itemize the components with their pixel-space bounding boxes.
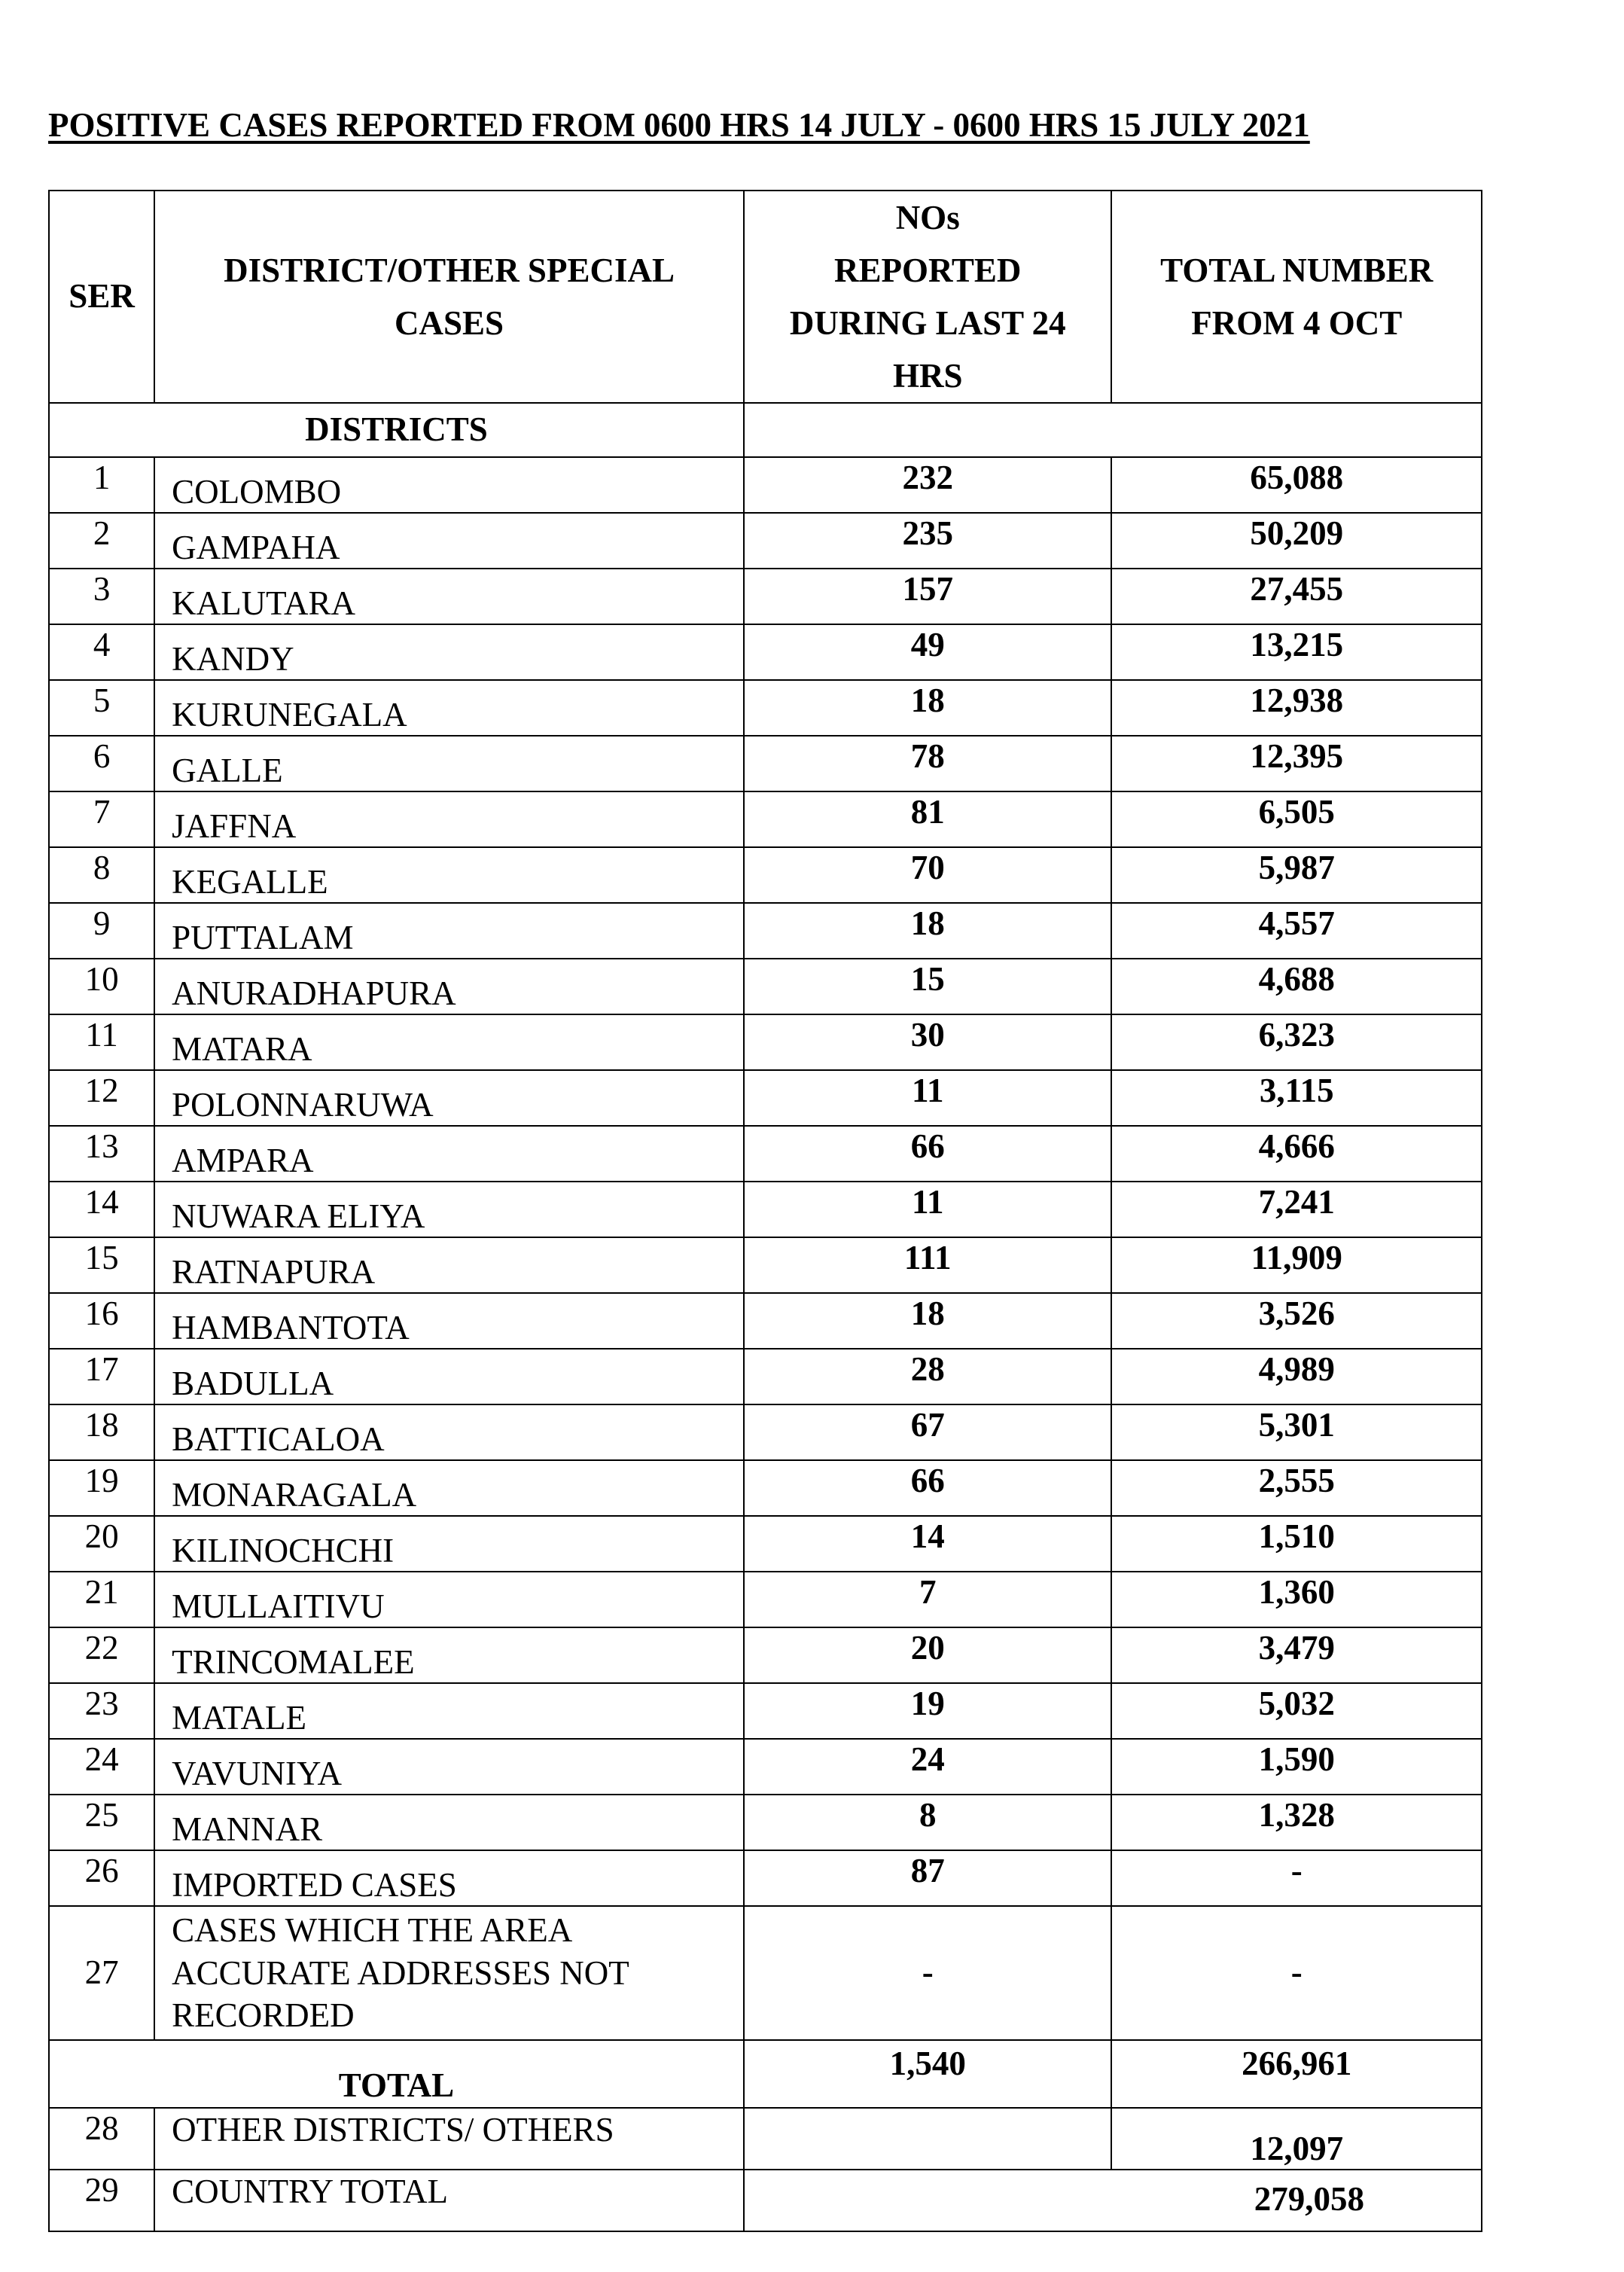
total-cell: 1,590 — [1111, 1739, 1482, 1795]
total-cell: 2,555 — [1111, 1460, 1482, 1516]
table-row — [49, 736, 1482, 791]
total-cell: 1,360 — [1111, 1572, 1482, 1627]
ser-cell: 24 — [49, 1739, 154, 1795]
last-24-cell: 78 — [744, 736, 1112, 791]
grand-total-cell: 266,961 — [1111, 2040, 1482, 2108]
total-cell: - — [1111, 1850, 1482, 1906]
total-cell: 12,395 — [1111, 736, 1482, 791]
ser-cell: 16 — [49, 1293, 154, 1349]
name-line: CASES WHICH THE AREA — [172, 1911, 573, 1949]
district-name-cell: KANDY — [154, 624, 744, 680]
district-name-cell: MANNAR — [154, 1795, 744, 1850]
district-name-cell: BADULLA — [154, 1349, 744, 1404]
table-row — [49, 1572, 1482, 1627]
last-24-cell: 235 — [744, 513, 1112, 569]
districts-section-row — [49, 403, 1482, 457]
table-row — [49, 847, 1482, 903]
last-24-cell: 15 — [744, 959, 1112, 1014]
districts-label: DISTRICTS — [49, 403, 744, 457]
header-total: TOTAL NUMBER FROM 4 OCT — [1111, 191, 1482, 403]
district-name-cell: TRINCOMALEE — [154, 1627, 744, 1683]
district-name-cell: HAMBANTOTA — [154, 1293, 744, 1349]
table-row — [49, 457, 1482, 513]
total-cell: 5,301 — [1111, 1404, 1482, 1460]
total-cell: 13,215 — [1111, 624, 1482, 680]
table-row — [49, 1182, 1482, 1237]
table-row — [49, 569, 1482, 624]
total-cell: 4,989 — [1111, 1349, 1482, 1404]
ser-cell: 2 — [49, 513, 154, 569]
name-line: ACCURATE ADDRESSES NOT — [172, 1953, 629, 1992]
ser-cell: 12 — [49, 1070, 154, 1126]
total-cell: 3,526 — [1111, 1293, 1482, 1349]
total-cell: 7,241 — [1111, 1182, 1482, 1237]
table-row — [49, 680, 1482, 736]
table-row — [49, 959, 1482, 1014]
total-cell: 1,328 — [1111, 1795, 1482, 1850]
district-name-cell — [154, 1906, 744, 2040]
ser-cell: 29 — [49, 2170, 154, 2231]
last-24-cell: 66 — [744, 1460, 1112, 1516]
table-row — [49, 1795, 1482, 1850]
district-name-cell: KILINOCHCHI — [154, 1516, 744, 1572]
ser-cell: 15 — [49, 1237, 154, 1293]
table-row — [49, 1126, 1482, 1182]
country-total-row — [49, 2170, 1482, 2231]
district-name-cell: VAVUNIYA — [154, 1739, 744, 1795]
last-24-cell: 30 — [744, 1014, 1112, 1070]
district-name-cell: BATTICALOA — [154, 1404, 744, 1460]
ser-cell: 17 — [49, 1349, 154, 1404]
last-24-cell: 232 — [744, 457, 1112, 513]
district-name-cell: COLOMBO — [154, 457, 744, 513]
ser-cell: 10 — [49, 959, 154, 1014]
total-cell: 4,688 — [1111, 959, 1482, 1014]
last-24-cell: 81 — [744, 791, 1112, 847]
ser-cell: 19 — [49, 1460, 154, 1516]
total-cell: 50,209 — [1111, 513, 1482, 569]
last-24-cell: 14 — [744, 1516, 1112, 1572]
ser-cell: 20 — [49, 1516, 154, 1572]
header-last-24: NOs REPORTED DURING LAST 24 HRS — [744, 191, 1112, 403]
ser-cell: 9 — [49, 903, 154, 959]
district-name-cell: KEGALLE — [154, 847, 744, 903]
ser-cell: 8 — [49, 847, 154, 903]
last-24-cell: 157 — [744, 569, 1112, 624]
table-row — [49, 1237, 1482, 1293]
total-cell: 5,987 — [1111, 847, 1482, 903]
total-row — [49, 2040, 1482, 2108]
ser-cell: 1 — [49, 457, 154, 513]
ser-cell: 5 — [49, 680, 154, 736]
total-cell: 27,455 — [1111, 569, 1482, 624]
total-cell: 12,097 — [1111, 2108, 1482, 2170]
table-row — [49, 1404, 1482, 1460]
cases-table — [48, 190, 1482, 2232]
total-cell: 6,505 — [1111, 791, 1482, 847]
total-cell: 3,115 — [1111, 1070, 1482, 1126]
table-row — [49, 791, 1482, 847]
district-name-cell: OTHER DISTRICTS/ OTHERS — [154, 2108, 744, 2170]
report-title: POSITIVE CASES REPORTED FROM 0600 HRS 14 JULY - 0600 HRS 15 JULY 2021 — [48, 106, 1310, 144]
district-name-cell: JAFFNA — [154, 791, 744, 847]
total-cell: 5,032 — [1111, 1683, 1482, 1739]
total-last-24-cell: 1,540 — [744, 2040, 1112, 2108]
last-24-cell: 66 — [744, 1126, 1112, 1182]
last-24-cell: 87 — [744, 1850, 1112, 1906]
district-name-cell: GAMPAHA — [154, 513, 744, 569]
district-name-cell: MONARAGALA — [154, 1460, 744, 1516]
last-24-cell: - — [744, 1906, 1112, 2040]
district-name-cell: AMPARA — [154, 1126, 744, 1182]
last-24-cell: 49 — [744, 624, 1112, 680]
table-row — [49, 1349, 1482, 1404]
district-name-cell: ANURADHAPURA — [154, 959, 744, 1014]
ser-cell: 4 — [49, 624, 154, 680]
last-24-cell: 111 — [744, 1237, 1112, 1293]
districts-empty-cell — [744, 403, 1482, 457]
last-24-cell: 18 — [744, 1293, 1112, 1349]
table-row — [49, 903, 1482, 959]
ser-cell: 7 — [49, 791, 154, 847]
ser-cell: 25 — [49, 1795, 154, 1850]
last-24-cell: 70 — [744, 847, 1112, 903]
last-24-cell: 18 — [744, 680, 1112, 736]
ser-cell: 13 — [49, 1126, 154, 1182]
last-24-cell: 28 — [744, 1349, 1112, 1404]
district-name-cell: PUTTALAM — [154, 903, 744, 959]
district-name-cell: COUNTRY TOTAL — [154, 2170, 744, 2231]
last-24-cell: 24 — [744, 1739, 1112, 1795]
district-name-cell: KALUTARA — [154, 569, 744, 624]
district-name-cell: KURUNEGALA — [154, 680, 744, 736]
ser-cell: 26 — [49, 1850, 154, 1906]
country-total-cell: 279,058 — [744, 2170, 1482, 2231]
total-cell: 4,666 — [1111, 1126, 1482, 1182]
ser-cell: 22 — [49, 1627, 154, 1683]
table-row — [49, 624, 1482, 680]
table-row — [49, 1516, 1482, 1572]
district-name-cell: IMPORTED CASES — [154, 1850, 744, 1906]
ser-cell: 18 — [49, 1404, 154, 1460]
table-row — [49, 1850, 1482, 1906]
ser-cell: 11 — [49, 1014, 154, 1070]
last-24-cell — [744, 2108, 1112, 2170]
last-24-cell: 7 — [744, 1572, 1112, 1627]
header-district: DISTRICT/OTHER SPECIAL CASES — [154, 191, 744, 403]
table-row — [49, 1070, 1482, 1126]
ser-cell: 3 — [49, 569, 154, 624]
table-row — [49, 1014, 1482, 1070]
last-24-cell: 18 — [744, 903, 1112, 959]
last-24-cell: 11 — [744, 1070, 1112, 1126]
header-row — [49, 191, 1482, 403]
table-row — [49, 1460, 1482, 1516]
table-row — [49, 2108, 1482, 2170]
total-cell: 6,323 — [1111, 1014, 1482, 1070]
total-cell: 12,938 — [1111, 680, 1482, 736]
district-name-cell: MULLAITIVU — [154, 1572, 744, 1627]
table-row — [49, 1293, 1482, 1349]
last-24-cell: 19 — [744, 1683, 1112, 1739]
total-cell: 11,909 — [1111, 1237, 1482, 1293]
table-row — [49, 513, 1482, 569]
district-name-cell: MATARA — [154, 1014, 744, 1070]
district-name-cell: NUWARA ELIYA — [154, 1182, 744, 1237]
table-row — [49, 1627, 1482, 1683]
total-cell: 1,510 — [1111, 1516, 1482, 1572]
name-line: RECORDED — [172, 1996, 355, 2035]
total-cell: - — [1111, 1906, 1482, 2040]
total-cell: 65,088 — [1111, 457, 1482, 513]
last-24-cell: 8 — [744, 1795, 1112, 1850]
last-24-cell: 67 — [744, 1404, 1112, 1460]
ser-cell: 23 — [49, 1683, 154, 1739]
table-row — [49, 1683, 1482, 1739]
table-row — [49, 1739, 1482, 1795]
table-row — [49, 1906, 1482, 2040]
header-ser: SER — [49, 191, 154, 403]
ser-cell: 14 — [49, 1182, 154, 1237]
district-name-cell: POLONNARUWA — [154, 1070, 744, 1126]
district-name-cell: RATNAPURA — [154, 1237, 744, 1293]
ser-cell: 21 — [49, 1572, 154, 1627]
ser-cell: 27 — [49, 1906, 154, 2040]
last-24-cell: 11 — [744, 1182, 1112, 1237]
ser-cell: 6 — [49, 736, 154, 791]
total-cell: 3,479 — [1111, 1627, 1482, 1683]
ser-cell: 28 — [49, 2108, 154, 2170]
total-cell: 4,557 — [1111, 903, 1482, 959]
last-24-cell: 20 — [744, 1627, 1112, 1683]
district-name-cell: GALLE — [154, 736, 744, 791]
district-name-cell: MATALE — [154, 1683, 744, 1739]
total-label: TOTAL — [49, 2040, 744, 2108]
